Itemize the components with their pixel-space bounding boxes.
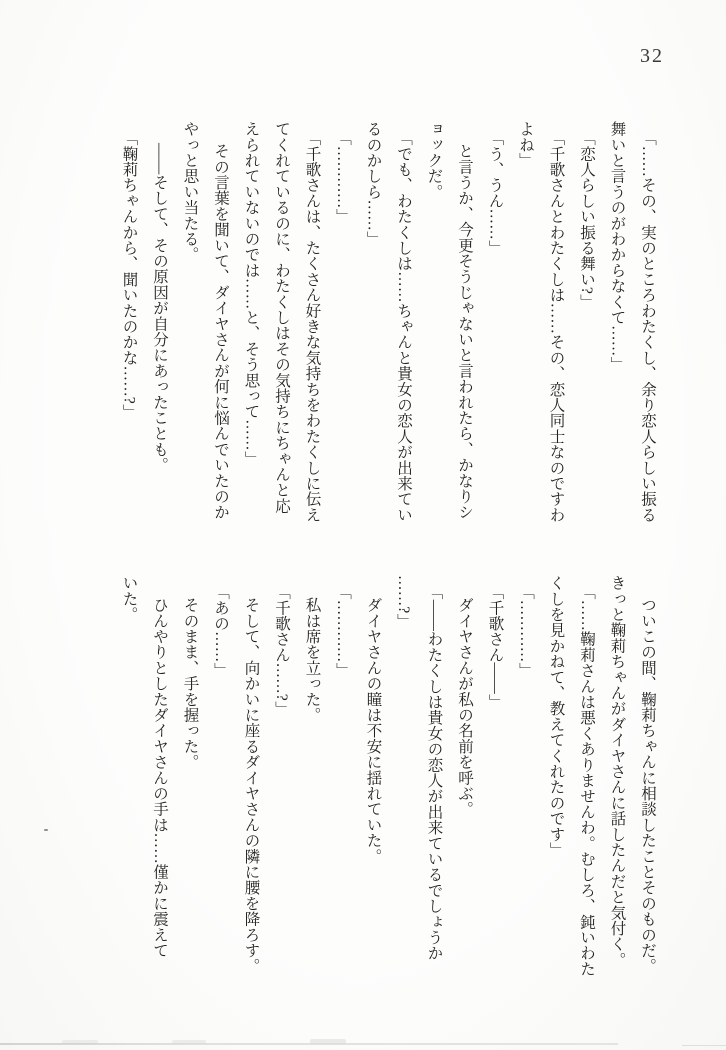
scan-edge-artifact (0, 1043, 618, 1045)
scan-speck-artifact (44, 829, 48, 831)
text-line: いた。 (120, 575, 138, 623)
text-line: ョックだ。 (425, 121, 443, 200)
text-line: と言うか、今更そうじゃないと言われたら、かなりシ (456, 143, 473, 520)
text-line: えられていないのでは……と、そう思って……」 (242, 121, 260, 467)
text-line: ――そして、その原因が自分にあったことも。 (151, 143, 168, 473)
text-line: そして、向かいに座るダイヤさんの隣に腰を降ろす。 (242, 597, 260, 974)
text-line: 「…………」 (334, 584, 351, 679)
text-line: ……?」 (395, 575, 412, 630)
text-block-lower (113, 575, 662, 995)
text-line: 舞いと言うのがわからなくて……」 (608, 121, 626, 373)
text-line: 「千歌さん――」 (486, 584, 504, 710)
text-line: 「…………」 (517, 584, 534, 679)
text-line: ついこの間、鞠莉ちゃんに相談したことそのものだ。 (639, 597, 656, 974)
text-line: くしを見かねて、教えてくれたのです」 (547, 575, 565, 858)
text-line: 「――わたくしは貴女の恋人が出来ているでしょうか (425, 584, 443, 961)
text-line: 「恋人らしい振る舞い?」 (578, 130, 595, 310)
text-line: やっと思い当たる。 (181, 121, 199, 263)
text-line: 「……鞠莉さんは悪くありませんわ。むしろ、鈍いわた (578, 584, 595, 977)
page-number: 32 (640, 45, 664, 67)
text-line: よね」 (517, 121, 534, 169)
text-line: そのまま、手を握った。 (181, 597, 199, 770)
text-line: ダイヤさんが私の名前を呼ぶ。 (456, 597, 473, 817)
text-line: その言葉を聞いて、ダイヤさんが何に悩んでいたのか (212, 143, 229, 520)
text-block-upper (113, 121, 662, 541)
text-line: 「……その、実のところわたくし、余り恋人らしい振る (639, 130, 656, 523)
text-line: るのかしら……」 (364, 121, 382, 247)
text-line: 「あの……」 (212, 584, 229, 679)
text-line: 「千歌さんとわたくしは……その、恋人同士なのですわ (547, 130, 565, 523)
text-line: 「千歌さん……?」 (273, 584, 290, 717)
text-line: ひんやりとしたダイヤさんの手は……僅かに震えて (151, 597, 168, 959)
scan-edge-artifact (682, 1045, 726, 1046)
text-line: ダイヤさんの瞳は不安に揺れていた。 (364, 597, 382, 864)
text-line: てくれているのに、わたくしはその気持ちにちゃんと応 (273, 121, 290, 514)
text-line: 「…………」 (334, 130, 351, 225)
text-line: きっと鞠莉ちゃんがダイヤさんに話したんだと気付く。 (608, 575, 626, 968)
text-line: 私は席を立った。 (303, 597, 321, 723)
text-line: 「千歌さんは、たくさん好きな気持ちをわたくしに伝え (303, 130, 321, 523)
text-line: 「う、うん……」 (486, 130, 504, 256)
text-line: 「鞠莉ちゃんから、聞いたのかな……?」 (120, 130, 138, 420)
text-line: 「でも、わたくしは……ちゃんと貴女の恋人が出来てい (395, 130, 412, 523)
